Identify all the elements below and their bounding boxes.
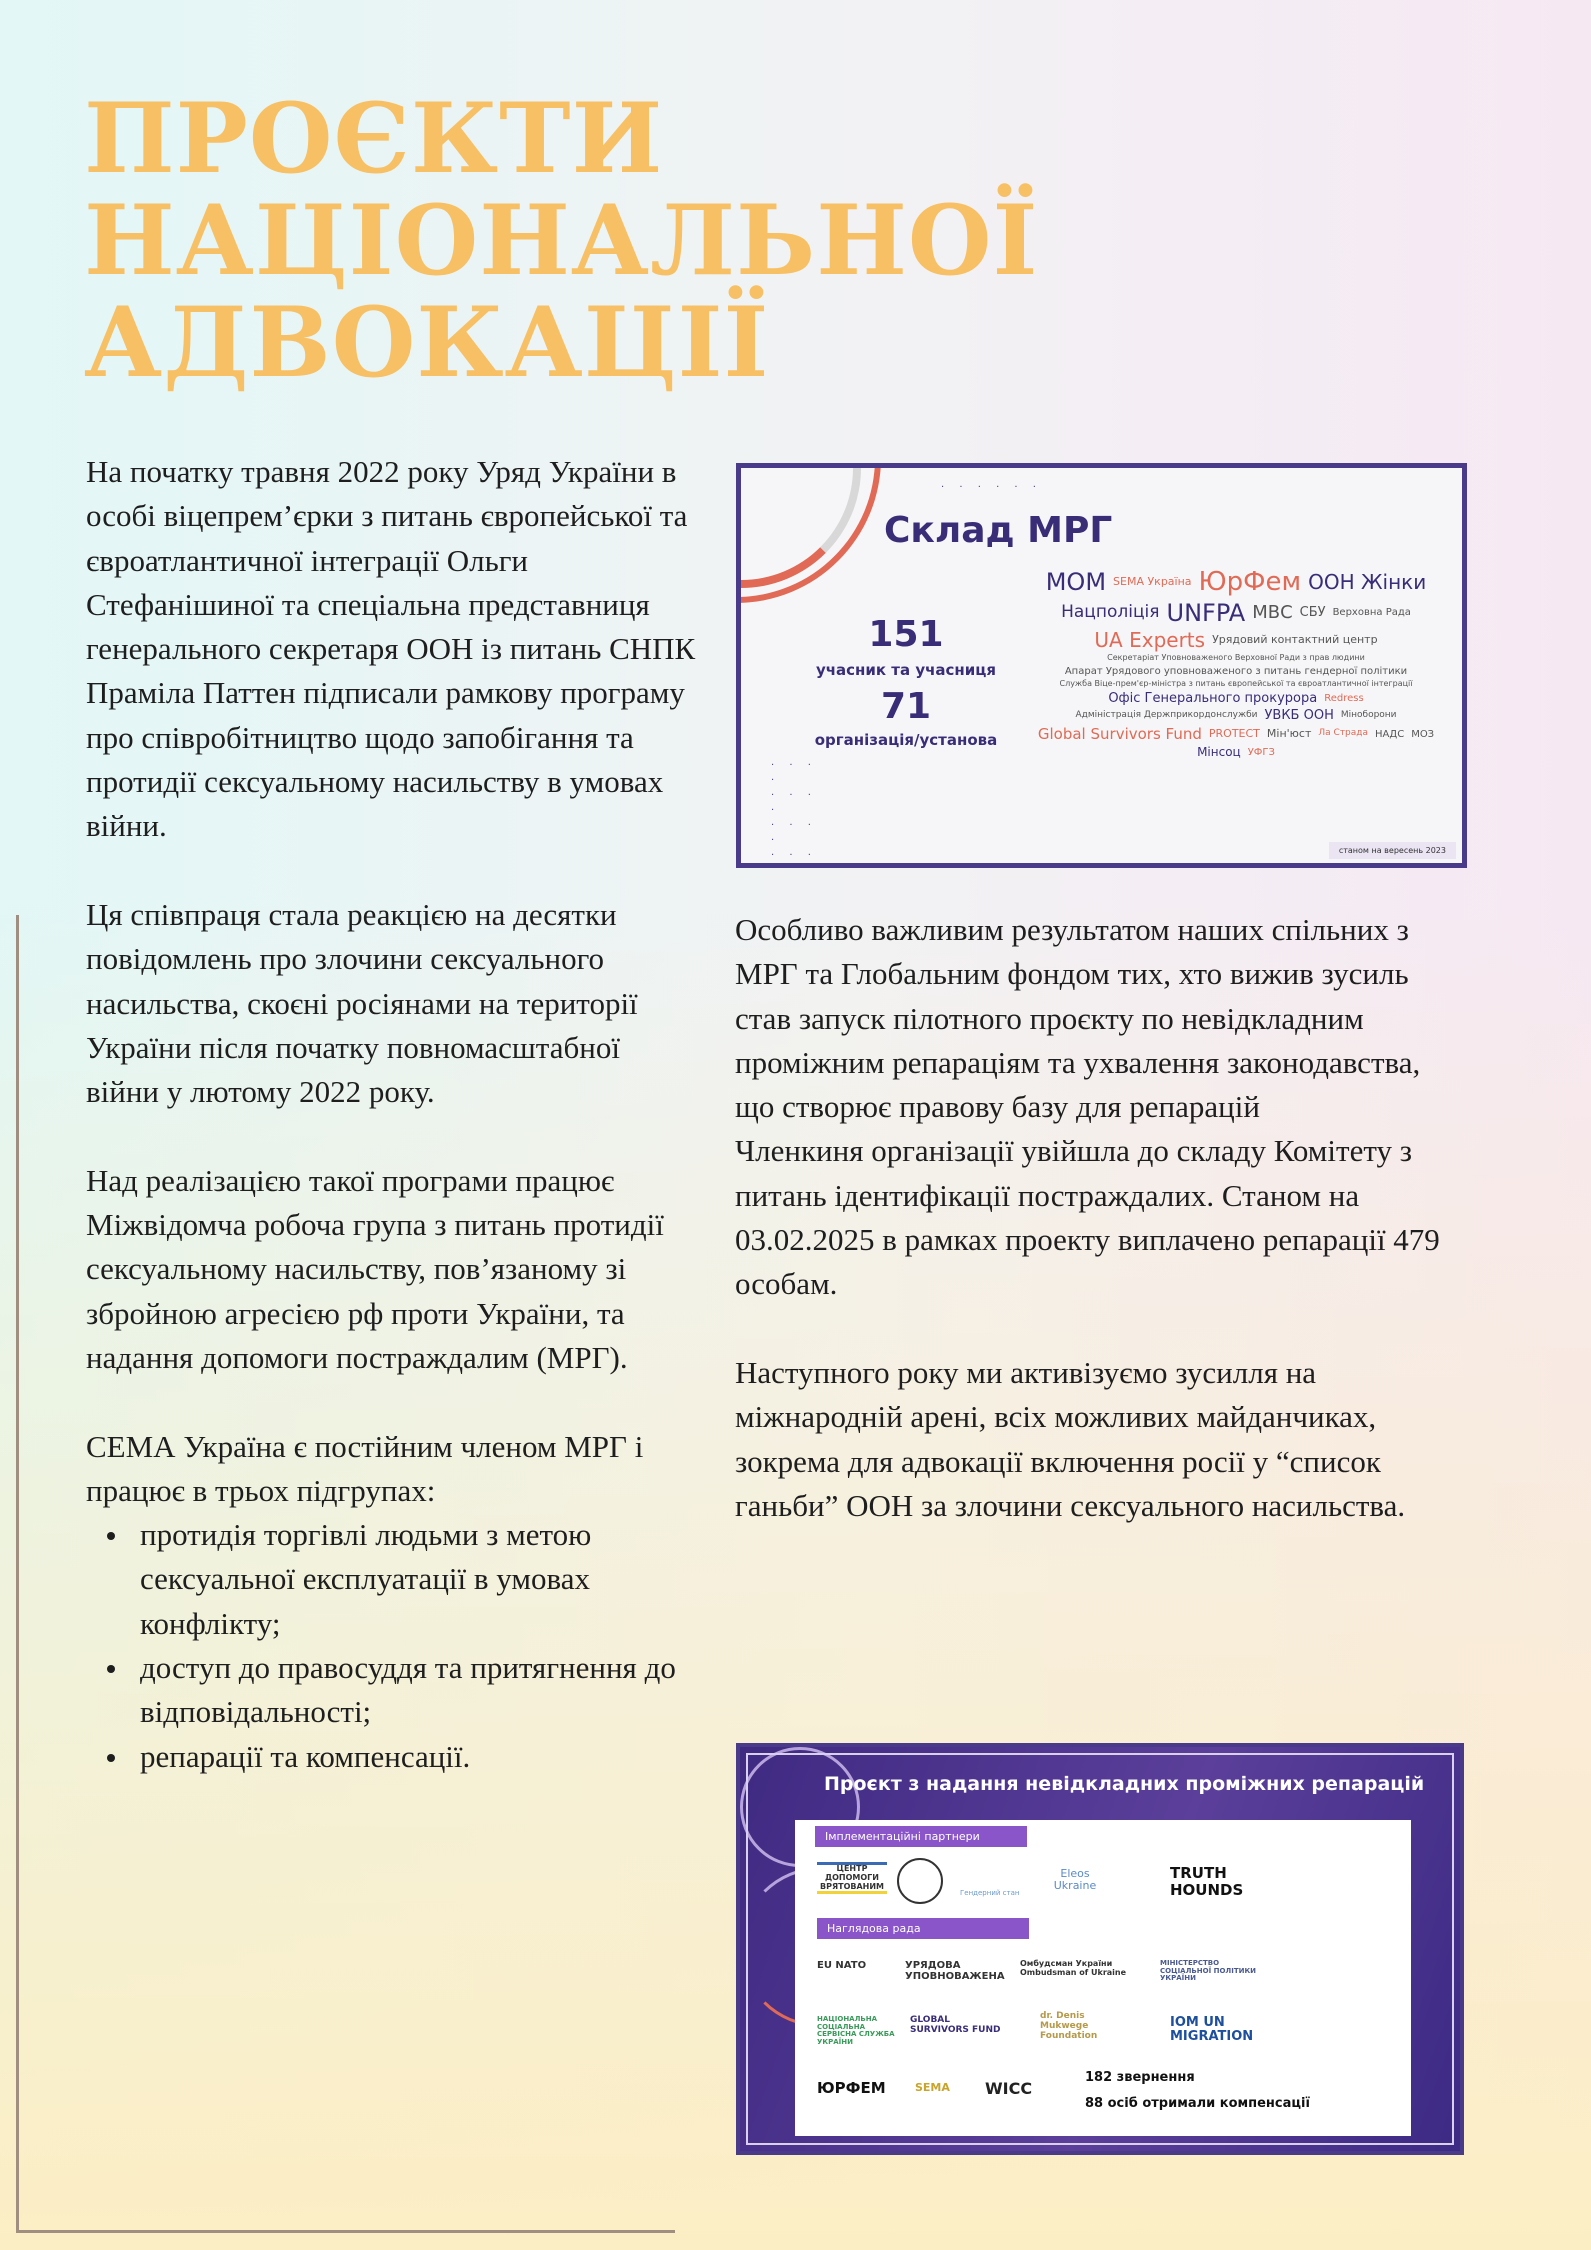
participants-label: учасник та учасниця: [815, 661, 997, 679]
word-cloud-word: Адміністрація Держприкордонслужби: [1075, 710, 1258, 721]
logo: dr. Denis Mukwege Foundation: [1040, 2011, 1098, 2041]
logo: WICC: [985, 2079, 1033, 2098]
paragraph: Членкиня організації увійшла до складу Комітету з питань ідентифікації постраждалих. Станом на 03.02.2025 в рамках проекту виплачено репарації 479 особам.: [735, 1133, 1440, 1302]
word-cloud-word: Верховна Рада: [1332, 607, 1411, 619]
decorative-frame-line: [16, 2230, 675, 2233]
logo: УРЯДОВА УПОВНОВАЖЕНА: [905, 1960, 1005, 1982]
left-column: [86, 450, 696, 1779]
logo: SEMA: [915, 2081, 950, 2094]
page-title: [84, 82, 1039, 399]
word-cloud: [1016, 568, 1456, 759]
decorative-frame-line: [16, 915, 19, 2233]
word-cloud-word: Нацполіція: [1061, 602, 1160, 623]
logo: [897, 1858, 943, 1904]
title-line: АДВОКАЦІЇ: [84, 286, 770, 399]
title-line: ПРОЄКТИ: [84, 82, 664, 195]
word-cloud-word: Мін'юст: [1266, 727, 1312, 741]
paragraph: Над реалізацією такої програми працює Міжвідомча робоча група з питань протидії сексуальному насильству, пов’язаному зі збройною агресією рф проти України, та надання допомоги постраждалим (МРГ).: [86, 1162, 664, 1375]
decorative-dots: · · · · · · · · · · · · · · ·: [771, 760, 817, 861]
word-cloud-word: УВКБ ООН: [1264, 707, 1334, 723]
word-cloud-word: Урядовий контактний центр: [1212, 632, 1378, 646]
logo: Гендерний стан: [960, 1889, 1020, 1897]
word-cloud-word: Міноборони: [1340, 710, 1397, 721]
word-cloud-word: PROTECT: [1208, 727, 1260, 741]
list-item: протидія торгівлі людьми з метою сексуальної експлуатації в умовах конфлікту;: [86, 1513, 696, 1646]
paragraph: Ця співпраця стала реакцією на десятки повідомлень про злочини сексуального насильства, скоєні росіянами на території України після початку повномасштабної війни у лютому 2022 року.: [86, 896, 638, 1110]
paragraph: Особливо важливим результатом наших спільних з МРГ та Глобальним фондом тих, хто вижив зусиль став запуск пілотного проєкту по невідкладним проміжним репараціям та ухвалення законодавства, що створює правову базу для репарацій: [735, 912, 1421, 1125]
mrg-composition-image: [736, 463, 1467, 868]
word-cloud-word: ООН Жінки: [1308, 570, 1427, 595]
word-cloud-word: Ла Страда: [1318, 728, 1369, 739]
logo: EU NATO: [817, 1960, 867, 1971]
word-cloud-word: СБУ: [1299, 604, 1326, 620]
word-cloud-word: UA Experts: [1094, 627, 1206, 652]
logo: Омбудсман України Ombudsman of Ukraine: [1020, 1959, 1127, 1977]
logo: GLOBAL SURVIVORS FUND: [910, 2015, 1001, 2035]
reparations-project-image: [736, 1743, 1464, 2155]
word-cloud-word: Мінсоц: [1197, 744, 1241, 759]
orgs-count: 71: [880, 686, 932, 727]
paragraph: Наступного року ми активізуємо зусилля на міжнародній арені, всіх можливих майданчиках, зокрема для адвокації включення росії у “список ганьби” ООН за злочини сексуального насильства.: [735, 1354, 1406, 1523]
participants-count: 151: [868, 614, 944, 655]
word-cloud-word: Redress: [1324, 693, 1364, 705]
logo: Eleos Ukraine: [1053, 1867, 1097, 1893]
list-item: доступ до правосуддя та притягнення до відповідальності;: [86, 1646, 696, 1735]
word-cloud-word: SEMA Україна: [1113, 575, 1192, 589]
word-cloud-word: МВС: [1252, 601, 1293, 623]
word-cloud-word: UNFPA: [1166, 598, 1246, 627]
decorative-ring: [736, 463, 881, 603]
implementers-tag: Імплементаційні партнери: [815, 1826, 1027, 1847]
word-cloud-word: МОЗ: [1411, 728, 1435, 740]
subgroup-list: [86, 1513, 696, 1779]
word-cloud-word: Офіс Генерального прокурора: [1108, 690, 1318, 706]
list-item: репарації та компенсації.: [86, 1735, 696, 1779]
logo: TRUTH HOUNDS: [1170, 1864, 1244, 1899]
logo: НАЦІОНАЛЬНА СОЦІАЛЬНА СЕРВІСНА СЛУЖБА УКРАЇНИ: [817, 2015, 895, 2047]
word-cloud-word: Служба Віце-прем'єр-міністра з питань європейської та євроатлантичної інтеграції: [1059, 678, 1413, 688]
paragraph: На початку травня 2022 року Уряд України в особі віцепрем’єрки з питань європейської та євроатлантичної інтеграції Ольги Стефанішиної та спеціальна представниця генерального секретаря ООН із питань СНПК Праміла Паттен підписали рамкову програму про співробітництво щодо запобігання та протидії сексуальному насильству в умовах війни.: [86, 454, 696, 844]
logos-panel: [795, 1820, 1411, 2136]
logo: ЮРФЕМ: [817, 2079, 886, 2097]
image-heading: Склад МРГ: [884, 510, 1113, 551]
word-cloud-word: УФГЗ: [1247, 746, 1275, 758]
date-note: станом на вересень 2023: [1329, 842, 1456, 859]
word-cloud-word: ЮрФем: [1198, 567, 1302, 597]
stat-requests: 182 звернення: [1085, 2070, 1195, 2085]
stat-compensated: 88 осіб отримали компенсації: [1085, 2096, 1310, 2111]
board-tag: Наглядова рада: [817, 1918, 1029, 1939]
word-cloud-word: Апарат Урядового уповноваженого з питань гендерної політики: [1064, 665, 1408, 677]
logo: МІНІСТЕРСТВО СОЦІАЛЬНОЇ ПОЛІТИКИ УКРАЇНИ: [1160, 1959, 1257, 1983]
paragraph: СЕМА Україна є постійним членом МРГ і працює в трьох підгрупах:: [86, 1428, 644, 1508]
word-cloud-word: Секретаріат Уповноваженого Верховної Ради з прав людини: [1107, 652, 1365, 662]
right-column: [735, 908, 1465, 1528]
image-heading: Проєкт з надання невідкладних проміжних репарацій: [824, 1773, 1425, 1795]
word-cloud-word: НАДС: [1375, 728, 1405, 740]
word-cloud-word: Global Survivors Fund: [1037, 725, 1202, 744]
logo: IOM UN MIGRATION: [1170, 2015, 1254, 2045]
logo: ЦЕНТР ДОПОМОГИ ВРЯТОВАНИМ: [817, 1862, 887, 1894]
word-cloud-word: МОМ: [1045, 568, 1107, 597]
orgs-label: організація/установа: [814, 731, 998, 749]
title-line: НАЦІОНАЛЬНОЇ: [84, 184, 1039, 297]
decorative-dots: · · · · · ·: [941, 482, 1042, 493]
